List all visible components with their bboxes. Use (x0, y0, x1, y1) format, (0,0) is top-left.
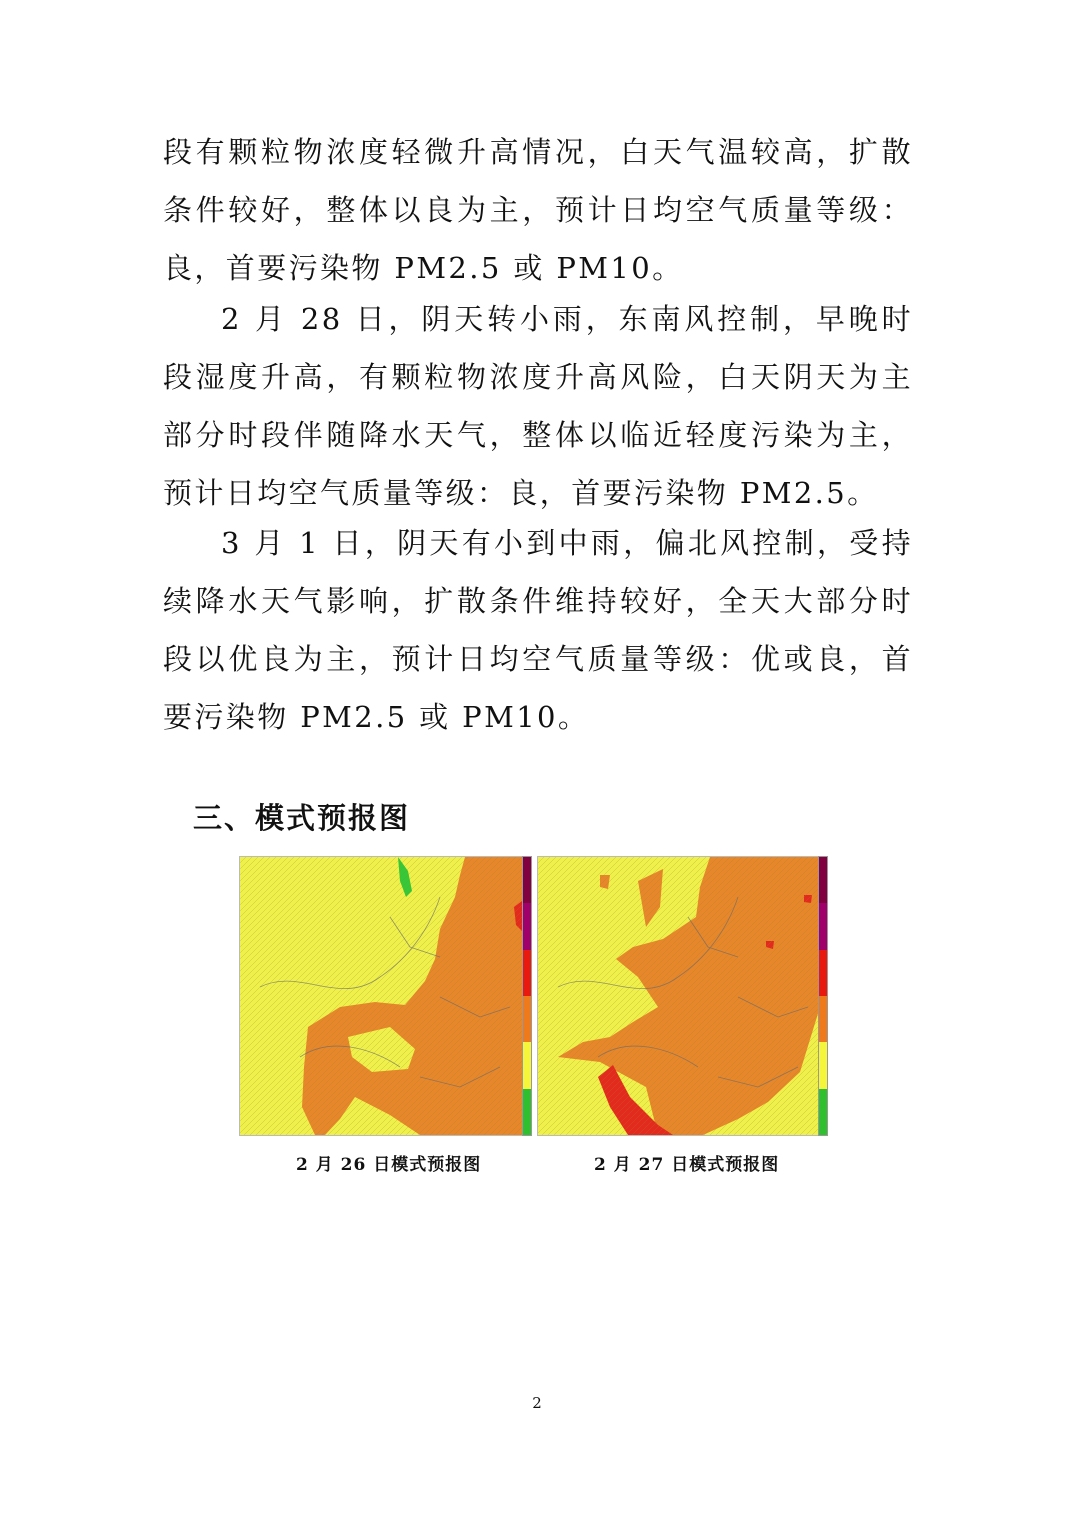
legend-swatch (819, 903, 827, 949)
legend-swatch (523, 996, 531, 1042)
forecast-map-feb26 (239, 856, 523, 1136)
color-legend-1 (522, 856, 532, 1136)
forecast-map-feb27 (537, 856, 821, 1136)
color-legend-2 (818, 856, 828, 1136)
legend-swatch (523, 1089, 531, 1135)
legend-swatch (523, 903, 531, 949)
figure-caption-1: 2 月 26 日模式预报图 (296, 1155, 482, 1175)
paragraph-1: 段有颗粒物浓度轻微升高情况，白天气温较高，扩散条件较好，整体以良为主，预计日均空气质量等级：良，首要污染物 PM2.5 或 PM10。 (163, 135, 913, 285)
legend-swatch (819, 996, 827, 1042)
legend-swatch (819, 857, 827, 903)
figure-caption-2: 2 月 27 日模式预报图 (594, 1155, 780, 1175)
section-heading: 三、模式预报图 (193, 801, 411, 835)
page-number: 2 (532, 1394, 542, 1412)
legend-swatch (523, 1042, 531, 1088)
legend-swatch (523, 857, 531, 903)
legend-swatch (523, 950, 531, 996)
paragraph-2: 2 月 28 日，阴天转小雨，东南风控制，早晚时段湿度升高，有颗粒物浓度升高风险，白天阴天为主部分时段伴随降水天气，整体以临近轻度污染为主，预计日均空气质量等级：良，首要污染物 PM2.5。 (163, 302, 913, 510)
legend-swatch (819, 1089, 827, 1135)
legend-swatch (819, 950, 827, 996)
legend-swatch (819, 1042, 827, 1088)
paragraph-3: 3 月 1 日，阴天有小到中雨，偏北风控制，受持续降水天气影响，扩散条件维持较好，全天大部分时段以优良为主，预计日均空气质量等级：优或良，首要污染物 PM2.5 或 PM10。 (163, 526, 913, 734)
